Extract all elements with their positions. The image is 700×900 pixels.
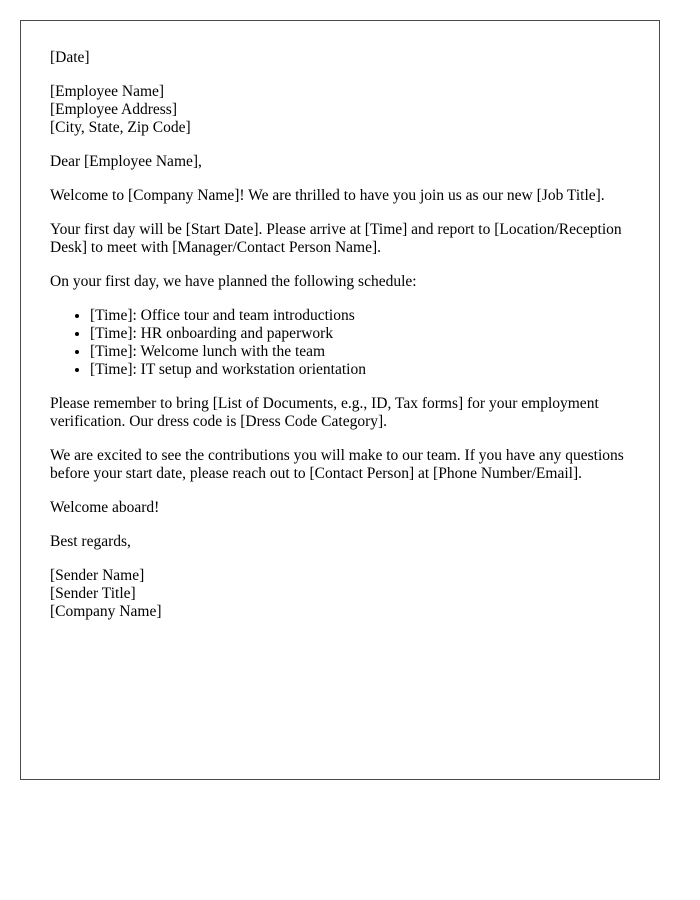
schedule-intro: On your first day, we have planned the following schedule:: [50, 273, 417, 290]
recipient-city-state-zip: [City, State, Zip Code]: [50, 119, 191, 136]
recipient-name: [Employee Name]: [50, 83, 165, 100]
schedule-list: [50, 307, 631, 379]
welcome-aboard-line: Welcome aboard!: [50, 499, 160, 516]
documents-paragraph: Please remember to bring [List of Documents, e.g., ID, Tax forms] for your employment verification. Our dress code is [Dress Code Category].: [50, 395, 599, 430]
first-day-paragraph: Your first day will be [Start Date]. Please arrive at [Time] and report to [Location/Reception Desk] to meet with [Manager/Contact Person Name].: [50, 221, 622, 256]
letter-page: [20, 20, 660, 780]
sender-title: [Sender Title]: [50, 585, 136, 602]
recipient-address-block: [50, 83, 631, 137]
letter-date: [Date]: [50, 49, 90, 66]
recipient-address: [Employee Address]: [50, 101, 177, 118]
schedule-item: • [Time]: Office tour and team introductions: [90, 307, 631, 325]
sender-name: [Sender Name]: [50, 567, 145, 584]
closing-line: Best regards,: [50, 533, 131, 550]
schedule-item: • [Time]: Welcome lunch with the team: [90, 343, 631, 361]
welcome-paragraph: Welcome to [Company Name]! We are thrilled to have you join us as our new [Job Title].: [50, 187, 605, 204]
schedule-item: • [Time]: HR onboarding and paperwork: [90, 325, 631, 343]
salutation: Dear [Employee Name],: [50, 153, 202, 170]
signature-block: [50, 567, 631, 621]
contributions-paragraph: We are excited to see the contributions you will make to our team. If you have any questions before your start date, please reach out to [Contact Person] at [Phone Number/Email].: [50, 447, 624, 482]
sender-company: [Company Name]: [50, 603, 162, 620]
schedule-item: • [Time]: IT setup and workstation orientation: [90, 361, 631, 379]
